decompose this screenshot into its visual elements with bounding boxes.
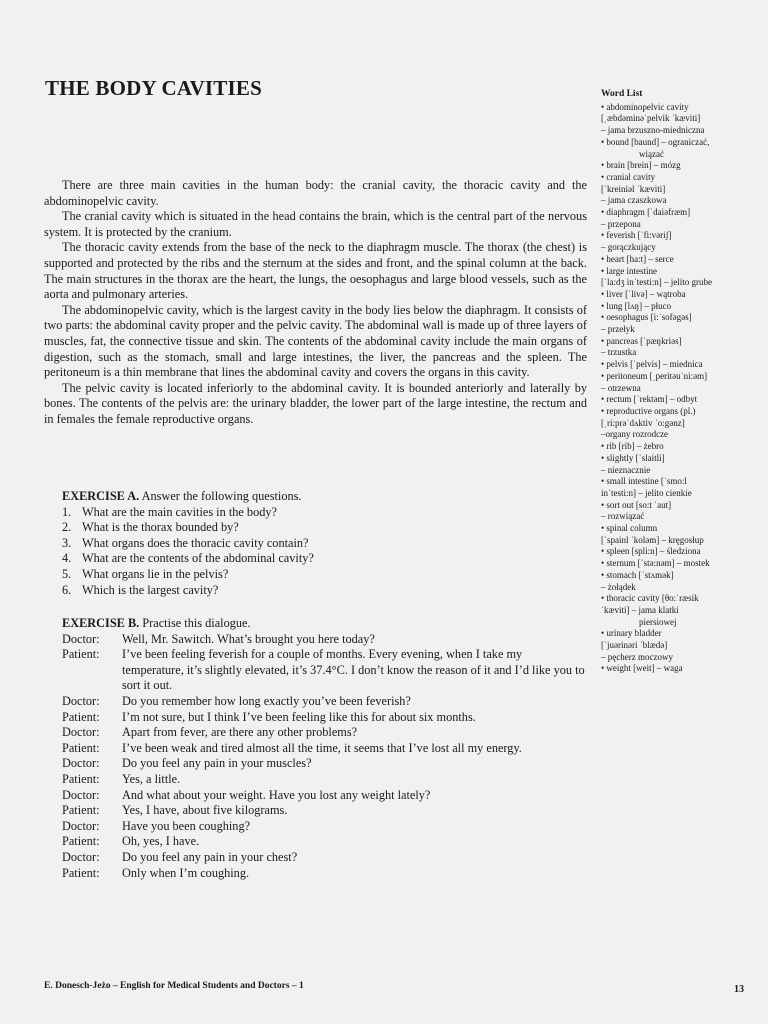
dialogue-text: Apart from fever, are there any other problems? bbox=[122, 725, 358, 740]
dialogue-line bbox=[62, 850, 587, 866]
word-list-entry: • pelvis [ˈpelvis] – miednica bbox=[601, 359, 703, 370]
word-list-entry: – otrzewna bbox=[601, 382, 641, 393]
exercise-b-instruction: Practise this dialogue. bbox=[139, 616, 251, 630]
word-list-entry: [ˌæbdəminəˈpelvik ˈkæviti] bbox=[601, 113, 701, 124]
question-list bbox=[62, 505, 382, 599]
dialogue-speaker: Patient: bbox=[62, 803, 100, 818]
dialogue-speaker: Patient: bbox=[62, 647, 100, 662]
word-list-entry: wiązać bbox=[639, 148, 664, 159]
dialogue-text: And what about your weight. Have you lost any weight lately? bbox=[122, 787, 431, 802]
dialogue-speaker: Patient: bbox=[62, 865, 100, 880]
word-list-entry: ˈkæviti] – jama klatki bbox=[601, 604, 679, 615]
paragraph: The abdominopelvic cavity, which is the largest cavity in the body lies below the diaphragm. It consists of two parts: the abdominal cavity proper and the pelvic cavity. The abdominal wall is made up of three layers of muscles, fat, the connective tissue and skin. The contents of the abdominal cavity include the main organs of digestion, such as the stomach, small and large intestines, the liver, the pancreas and the spleen. The peritoneum is a thin membrane that lines the abdominal cavity and covers the organs in this cavity. bbox=[44, 302, 587, 380]
word-list-entry: • peritoneum [ˌperitəuˈni:əm] bbox=[601, 370, 708, 381]
dialogue-text: Yes, I have, about five kilograms. bbox=[122, 803, 288, 818]
footer: E. Donesch-Jeżo – English for Medical Students and Doctors – 1 bbox=[44, 981, 304, 991]
word-list-entry: • urinary bladder bbox=[601, 628, 662, 639]
word-list-entry: [ˈspainl ˈkoləm] – kręgosłup bbox=[601, 534, 704, 545]
dialogue-speaker: Doctor: bbox=[62, 756, 100, 771]
word-list-entry: • cranial cavity bbox=[601, 171, 656, 182]
word-list-entry: • spleen [spli:n] – śledziona bbox=[601, 546, 701, 557]
dialogue-line bbox=[62, 866, 587, 882]
word-list-entry: – nieznacznie bbox=[601, 464, 651, 475]
word-list-entry: – jama czaszkowa bbox=[601, 195, 667, 206]
word-list-entry: – przepona bbox=[601, 218, 641, 229]
exercise-a-heading bbox=[62, 489, 382, 505]
dialogue-line bbox=[62, 803, 587, 819]
word-list-entry: • slightly [ˈslaitli] bbox=[601, 452, 665, 463]
dialogue-line bbox=[62, 741, 587, 757]
paragraph: The cranial cavity which is situated in the head contains the brain, which is the central part of the nervous system. It is protected by the cranium. bbox=[44, 209, 587, 239]
dialogue-speaker: Doctor: bbox=[62, 818, 100, 833]
dialogue-line bbox=[62, 694, 587, 710]
word-list-entry: • sort out [so:t ˈaut] bbox=[601, 499, 672, 510]
word-list-entry: • abdominopelvic cavity bbox=[601, 101, 689, 112]
dialogue-speaker: Doctor: bbox=[62, 787, 100, 802]
exercise-b-label: EXERCISE B. bbox=[62, 616, 140, 630]
dialogue-speaker: Doctor: bbox=[62, 849, 100, 864]
word-list-entry: • liver [ˈlivə] – wątroba bbox=[601, 288, 686, 299]
word-list-entry: – pęcherz moczowy bbox=[601, 651, 673, 662]
dialogue-text: Do you feel any pain in your chest? bbox=[122, 849, 298, 864]
word-list bbox=[601, 89, 761, 675]
dialogue-line bbox=[62, 834, 587, 850]
dialogue-text: I’m not sure, but I think I’ve been feeling like this for about six months. bbox=[122, 709, 476, 724]
dialogue-speaker: Patient: bbox=[62, 709, 100, 724]
word-list-entry: [ˈjuərinəri ˈblædə] bbox=[601, 640, 668, 651]
dialogue-text: Well, Mr. Sawitch. What’s brought you here today? bbox=[122, 631, 375, 646]
dialogue-line bbox=[62, 819, 587, 835]
dialogue-line bbox=[62, 772, 587, 788]
question-item bbox=[62, 583, 382, 599]
word-list-entry: – gorączkujący bbox=[601, 242, 656, 253]
word-list-title: Word List bbox=[601, 89, 643, 99]
word-list-entry: – przełyk bbox=[601, 324, 635, 335]
dialogue-line bbox=[62, 788, 587, 804]
question-text: Which is the largest cavity? bbox=[82, 582, 219, 597]
word-list-entry: • lung [lʌŋ] – płuco bbox=[601, 300, 672, 311]
page-number: 13 bbox=[734, 984, 744, 995]
word-list-entry: • diaphragm [ˈdaiəfræm] bbox=[601, 207, 691, 218]
word-list-entry: • sternum [ˈstə:nəm] – mostek bbox=[601, 558, 710, 569]
exercise-b bbox=[62, 616, 587, 881]
word-list-entry: • bound [baund] – ograniczać, bbox=[601, 136, 710, 147]
word-list-entry: • stomach [ˈstʌmək] bbox=[601, 569, 674, 580]
word-list-entry: • reproductive organs (pl.) bbox=[601, 405, 696, 416]
word-list-entry: – rozwiązać bbox=[601, 511, 645, 522]
word-list-entry: –organy rozrodcze bbox=[601, 429, 669, 440]
word-list-entry: • large intestine bbox=[601, 265, 657, 276]
dialogue-line bbox=[62, 756, 587, 772]
dialogue-speaker: Doctor: bbox=[62, 631, 100, 646]
dialogue-text: Do you remember how long exactly you’ve been feverish? bbox=[122, 693, 411, 708]
question-item bbox=[62, 520, 382, 536]
word-list-entry: • spinal column bbox=[601, 523, 658, 534]
word-list-entry: • weight [weit] – waga bbox=[601, 663, 683, 674]
body-text bbox=[44, 178, 587, 428]
dialogue-speaker: Patient: bbox=[62, 771, 100, 786]
word-list-entry: • thoracic cavity [θo:ˈræsik bbox=[601, 593, 699, 604]
question-text: What organs lie in the pelvis? bbox=[82, 566, 229, 581]
paragraph: The pelvic cavity is located inferiorly to the abdominal cavity. It is bounded anteriorly and laterally by bones. The contents of the pelvis are: the urinary bladder, the lower part of the large intestine, the rectum and in females the female reproductive organs. bbox=[44, 380, 587, 426]
question-item bbox=[62, 536, 382, 552]
word-list-entry: [ˈla:dʒ inˈtesti:n] – jelito grube bbox=[601, 277, 712, 288]
question-number: 5. bbox=[62, 566, 72, 581]
paragraph: There are three main cavities in the human body: the cranial cavity, the thoracic cavity and the abdominopelvic cavity. bbox=[44, 178, 587, 208]
page-title: THE BODY CAVITIES bbox=[45, 76, 262, 100]
dialogue-text: Have you been coughing? bbox=[122, 818, 251, 833]
exercise-a-instruction: Answer the following questions. bbox=[139, 489, 302, 503]
dialogue-text: Only when I’m coughing. bbox=[122, 865, 250, 880]
word-list-entry: inˈtesti:n] – jelito cienkie bbox=[601, 487, 692, 498]
word-list-entry: • feverish [ˈfi:vəriʃ] bbox=[601, 230, 672, 241]
dialogue-text: I’ve been feeling feverish for a couple of months. Every evening, when I take my temperature, it’s slightly elevated, it’s 37.4°C. I don’t know the reason of it and I’d like you to sort it out. bbox=[122, 647, 585, 693]
dialogue-text: Yes, a little. bbox=[122, 771, 181, 786]
dialogue-speaker: Patient: bbox=[62, 834, 100, 849]
dialogue-line bbox=[62, 632, 587, 648]
question-number: 3. bbox=[62, 535, 72, 550]
question-text: What organs does the thoracic cavity contain? bbox=[82, 535, 309, 550]
dialogue-speaker: Patient: bbox=[62, 740, 100, 755]
word-list-entry: • brain [brein] – mózg bbox=[601, 160, 681, 171]
exercise-a bbox=[62, 489, 382, 598]
question-number: 6. bbox=[62, 582, 72, 597]
question-item bbox=[62, 567, 382, 583]
word-list-entry: [ˈkreiniəl ˈkæviti] bbox=[601, 183, 666, 194]
question-text: What is the thorax bounded by? bbox=[82, 520, 239, 535]
dialogue-speaker: Doctor: bbox=[62, 725, 100, 740]
dialogue-text: Oh, yes, I have. bbox=[122, 834, 200, 849]
dialogue-line bbox=[62, 725, 587, 741]
word-list-entry: – żołądek bbox=[601, 581, 636, 592]
question-item bbox=[62, 505, 382, 521]
word-list-entry: • heart [ha:t] – serce bbox=[601, 253, 674, 264]
dialogue-speaker: Doctor: bbox=[62, 693, 100, 708]
word-list-entry: • rectum [ˈrektəm] – odbyt bbox=[601, 394, 698, 405]
question-text: What are the contents of the abdominal cavity? bbox=[82, 551, 314, 566]
question-number: 4. bbox=[62, 551, 72, 566]
dialogue-text: Do you feel any pain in your muscles? bbox=[122, 756, 312, 771]
question-number: 2. bbox=[62, 520, 72, 535]
word-list-entries bbox=[601, 102, 761, 675]
word-list-entry: • rib [rib] – żebro bbox=[601, 441, 664, 452]
question-text: What are the main cavities in the body? bbox=[82, 504, 277, 519]
word-list-entry: • oesophagus [i:ˈsofəgəs] bbox=[601, 312, 692, 323]
word-list-entry: – trzustka bbox=[601, 347, 637, 358]
dialogue bbox=[62, 632, 587, 882]
dialogue-line bbox=[62, 710, 587, 726]
word-list-entry: • small intestine [ˈsmo:l bbox=[601, 476, 687, 487]
word-list-entry: • pancreas [ˈpæŋkriəs] bbox=[601, 335, 682, 346]
exercise-b-heading bbox=[62, 616, 587, 632]
word-list-entry: [ˌri:prəˈdʌktiv ˈo:gənz] bbox=[601, 417, 685, 428]
question-number: 1. bbox=[62, 504, 72, 519]
question-item bbox=[62, 551, 382, 567]
dialogue-text: I’ve been weak and tired almost all the time, it seems that I’ve lost all my energy. bbox=[122, 740, 522, 755]
paragraph: The thoracic cavity extends from the base of the neck to the diaphragm muscle. The thorax (the chest) is supported and protected by the ribs and the sternum at the sides and front, and the spinal column at the back. The main structures in the thorax are the heart, the lungs, the oesophagus and large blood vessels, such as the aorta and pulmonary arteries. bbox=[44, 240, 587, 302]
dialogue-line bbox=[62, 647, 587, 694]
word-list-entry: piersiowej bbox=[639, 616, 677, 627]
exercise-a-label: EXERCISE A. bbox=[62, 489, 140, 503]
word-list-entry: – jama brzuszno-miedniczna bbox=[601, 125, 705, 136]
